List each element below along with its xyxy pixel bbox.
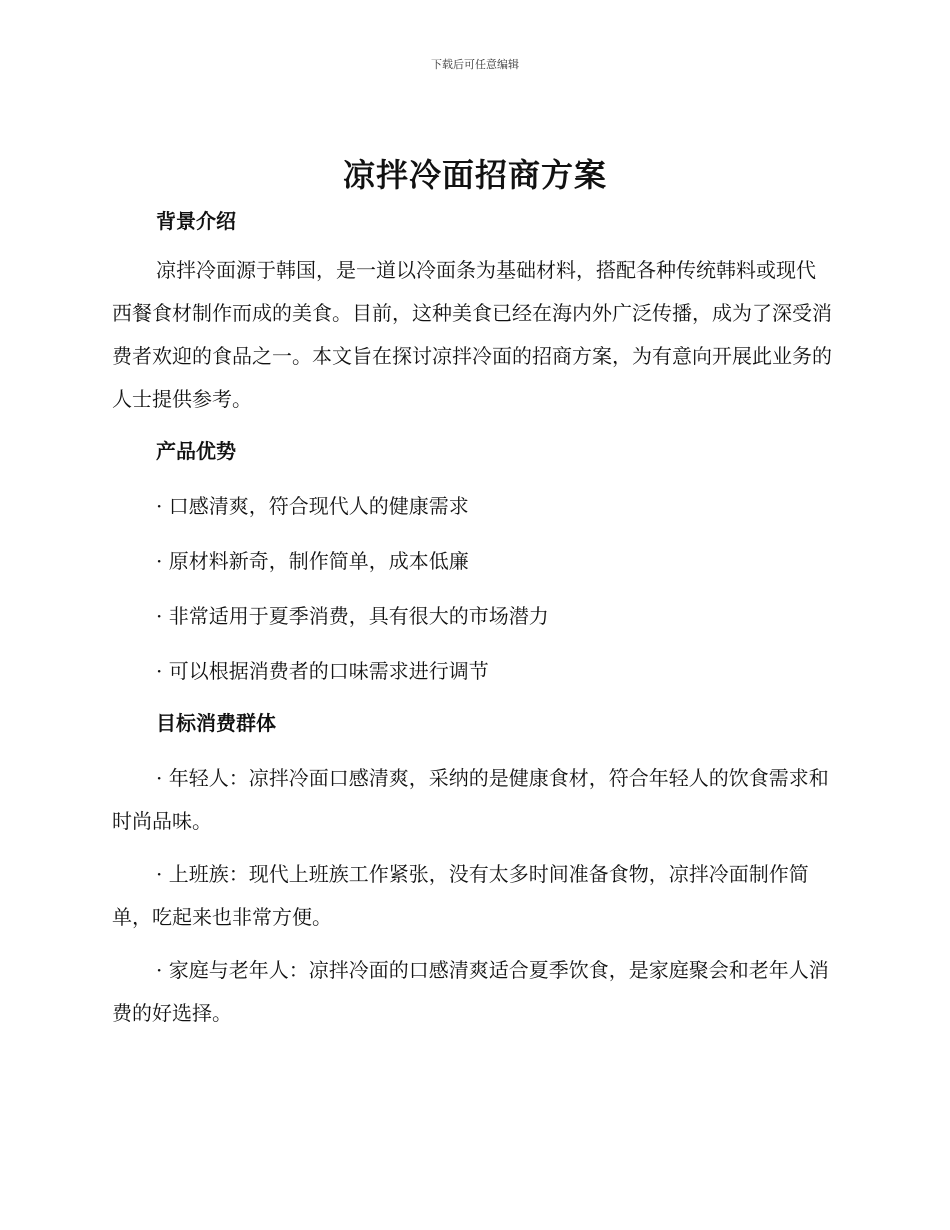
target-item: · 上班族：现代上班族工作紧张，没有太多时间准备食物，凉拌冷面制作简单，吃起来也非常方便。 bbox=[112, 862, 809, 929]
section-heading-background: 背景介绍 bbox=[156, 209, 236, 233]
advantage-item: · 可以根据消费者的口味需求进行调节 bbox=[156, 659, 489, 683]
section-heading-advantages: 产品优势 bbox=[156, 439, 236, 463]
document-title: 凉拌冷面招商方案 bbox=[342, 156, 607, 194]
section-heading-target: 目标消费群体 bbox=[156, 711, 276, 735]
advantage-item: · 口感清爽，符合现代人的健康需求 bbox=[156, 494, 469, 518]
advantage-item: · 原材料新奇，制作简单，成本低廉 bbox=[156, 549, 469, 573]
background-paragraph: 凉拌冷面源于韩国，是一道以冷面条为基础材料，搭配各种传统韩料或现代西餐食材制作而成的美食。目前，这种美食已经在海内外广泛传播，成为了深受消费者欢迎的食品之一。本文旨在探讨凉拌冷面的招商方案，为有意向开展此业务的人士提供参考。 bbox=[112, 258, 832, 411]
advantage-item: · 非常适用于夏季消费，具有很大的市场潜力 bbox=[156, 604, 549, 628]
document-body bbox=[112, 203, 832, 1035]
target-item: · 年轻人：凉拌冷面口感清爽，采纳的是健康食材，符合年轻人的饮食需求和时尚品味。 bbox=[112, 766, 829, 833]
header-note: 下载后可任意编辑 bbox=[431, 58, 519, 71]
target-item: · 家庭与老年人：凉拌冷面的口感清爽适合夏季饮食，是家庭聚会和老年人消费的好选择。 bbox=[112, 958, 829, 1025]
